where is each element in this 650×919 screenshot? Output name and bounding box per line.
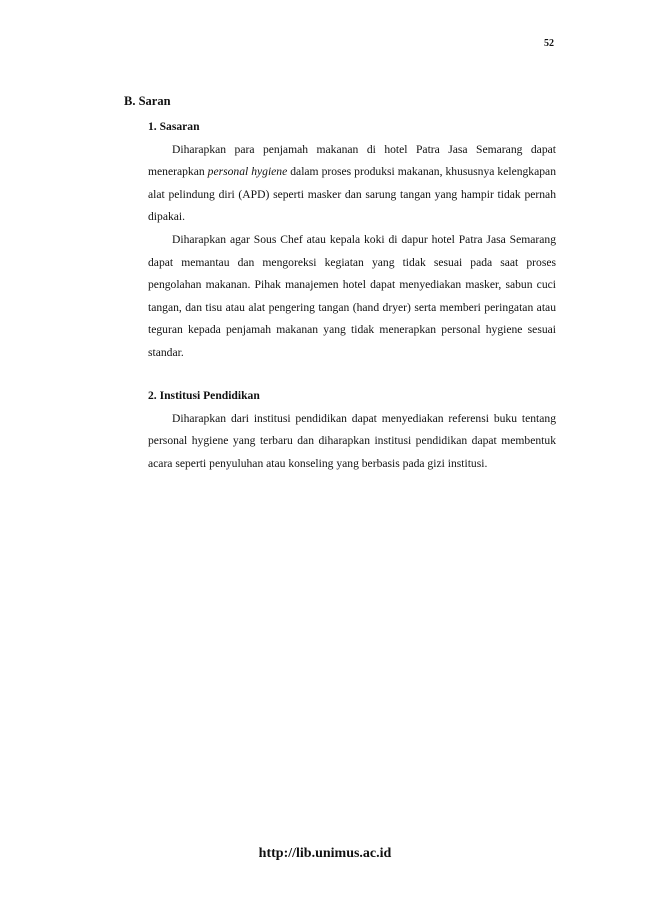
paragraph-sasaran-1 — [148, 139, 556, 229]
paragraph-institusi-1: Diharapkan dari institusi pendidikan dapat menyediakan referensi buku tentang personal hygiene yang terbaru dan diharapkan institusi pendidikan dapat membentuk acara seperti penyuluhan atau konseling yang berbasis pada gizi institusi. — [148, 411, 556, 470]
subheading-institusi-pendidikan: 2. Institusi Pendidikan — [148, 389, 260, 402]
italic-term-personal-hygiene: personal hygiene — [207, 165, 288, 179]
subheading-sasaran: 1. Sasaran — [148, 120, 200, 133]
footer-url: http://lib.unimus.ac.id — [258, 846, 392, 861]
section-sasaran — [148, 116, 556, 365]
section-institusi-pendidikan — [148, 385, 556, 475]
page-number: 52 — [544, 38, 554, 49]
paragraph-sasaran-2: Diharapkan agar Sous Chef atau kepala koki di dapur hotel Patra Jasa Semarang dapat memantau dan mengoreksi kegiatan yang tidak sesuai pada saat proses pengolahan makanan. Pihak manajemen hotel dapat menyediakan masker, sabun cuci tangan, dan tisu atau alat pengering tangan (hand dryer) serta memberi peringatan atau teguran kepada penjamah makanan yang tidak menerapkan personal hygiene sesuai standar. — [148, 232, 556, 359]
paragraph-sasaran-1-text-before: Diharapkan para penjamah makanan di hotel Patra Jasa Semarang dapat menerapkan — [148, 142, 556, 179]
paragraph-sasaran-1-text-after: dalam proses produksi makanan, khususnya kelengkapan alat pelindung diri (APD) seperti masker dan sarung tangan yang hampir tidak pernah dipakai. — [148, 165, 556, 224]
section-heading-saran: B. Saran — [124, 94, 171, 108]
